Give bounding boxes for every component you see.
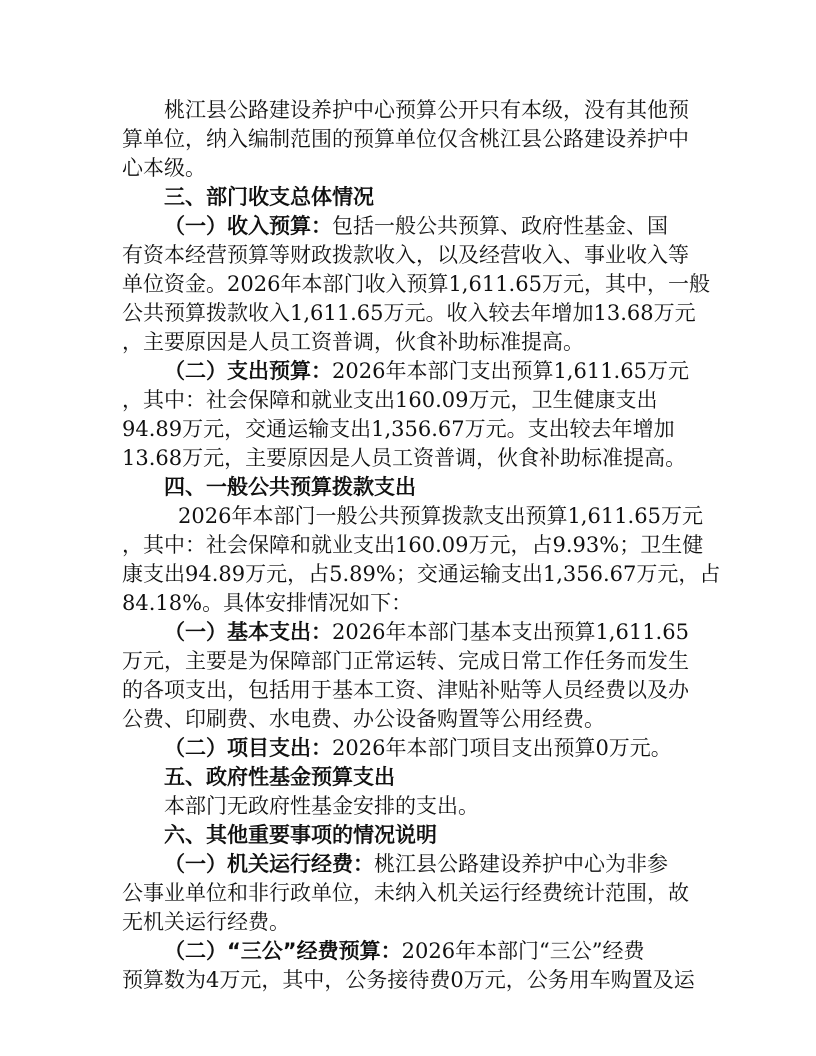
basic-expense-line-3: 的各项支出，包括用于基本工资、津贴补贴等人员经费以及办 <box>122 678 689 702</box>
general-budget-line-2: ，其中：社会保障和就业支出160.09万元，占9.93%；卫生健 <box>122 533 704 557</box>
basic-expense-line-4: 公费、印刷费、水电费、办公设备购置等公用经费。 <box>122 707 605 731</box>
expense-budget-line-4: 13.68万元，主要原因是人员工资普调，伙食补助标准提高。 <box>122 446 687 470</box>
agency-operating-line-3: 无机关运行经费。 <box>122 910 290 934</box>
general-budget-line-4: 84.18%。具体安排情况如下： <box>122 591 413 615</box>
income-budget-line-2: 有资本经营预算等财政拨款收入，以及经营收入、事业收入等 <box>122 243 689 267</box>
intro-line-3: 心本级。 <box>122 156 206 180</box>
expense-budget-line-3: 94.89万元，交通运输支出1,356.67万元。支出较去年增加 <box>122 417 675 441</box>
section-heading-3: 三、部门收支总体情况 <box>164 185 374 209</box>
income-budget-line-4: 公共预算拨款收入1,611.65万元。收入较去年增加13.68万元 <box>122 301 696 325</box>
intro-line-1: 桃江县公路建设养护中心预算公开只有本级，没有其他预 <box>164 98 689 122</box>
basic-expense-line-2: 万元，主要是为保障部门正常运转、完成日常工作任务而发生 <box>122 649 689 673</box>
agency-operating-line-1: （一）机关运行经费：桃江县公路建设养护中心为非参 <box>164 852 668 876</box>
income-budget-line-1: （一）收入预算：包括一般公共预算、政府性基金、国 <box>164 214 668 238</box>
general-budget-line-1: 2026年本部门一般公共预算拨款支出预算1,611.65万元 <box>178 504 703 528</box>
project-expense-line: （二）项目支出：2026年本部门项目支出预算0万元。 <box>164 736 672 760</box>
general-budget-line-3: 康支出94.89万元，占5.89%；交通运输支出1,356.67万元，占 <box>122 562 721 586</box>
expense-budget-label: （二）支出预算： <box>164 359 332 383</box>
section-heading-4: 四、一般公共预算拨款支出 <box>164 475 416 499</box>
income-budget-line-5: ，主要原因是人员工资普调，伙食补助标准提高。 <box>122 330 584 354</box>
section-heading-6: 六、其他重要事项的情况说明 <box>164 823 437 847</box>
intro-line-2: 算单位，纳入编制范围的预算单位仅含桃江县公路建设养护中 <box>122 127 689 151</box>
three-public-line-2: 预算数为4万元，其中，公务接待费0万元，公务用车购置及运 <box>122 968 695 992</box>
section-heading-5: 五、政府性基金预算支出 <box>164 765 395 789</box>
agency-operating-line-2: 公事业单位和非行政单位，未纳入机关运行经费统计范围，故 <box>122 881 689 905</box>
project-expense-label: （二）项目支出： <box>164 736 332 760</box>
income-budget-label: （一）收入预算： <box>164 214 332 238</box>
expense-budget-line-2: ，其中：社会保障和就业支出160.09万元，卫生健康支出 <box>122 388 658 412</box>
income-budget-line-3: 单位资金。2026年本部门收入预算1,611.65万元，其中，一般 <box>122 272 710 296</box>
basic-expense-line-1: （一）基本支出：2026年本部门基本支出预算1,611.65 <box>164 620 689 644</box>
three-public-line-1: （二）“三公”经费预算：2026年本部门“三公”经费 <box>164 939 645 963</box>
gov-fund-line: 本部门无政府性基金安排的支出。 <box>164 794 479 818</box>
basic-expense-label: （一）基本支出： <box>164 620 332 644</box>
three-public-label: （二）“三公”经费预算： <box>164 939 402 963</box>
agency-operating-label: （一）机关运行经费： <box>164 852 374 876</box>
expense-budget-line-1: （二）支出预算：2026年本部门支出预算1,611.65万元 <box>164 359 689 383</box>
